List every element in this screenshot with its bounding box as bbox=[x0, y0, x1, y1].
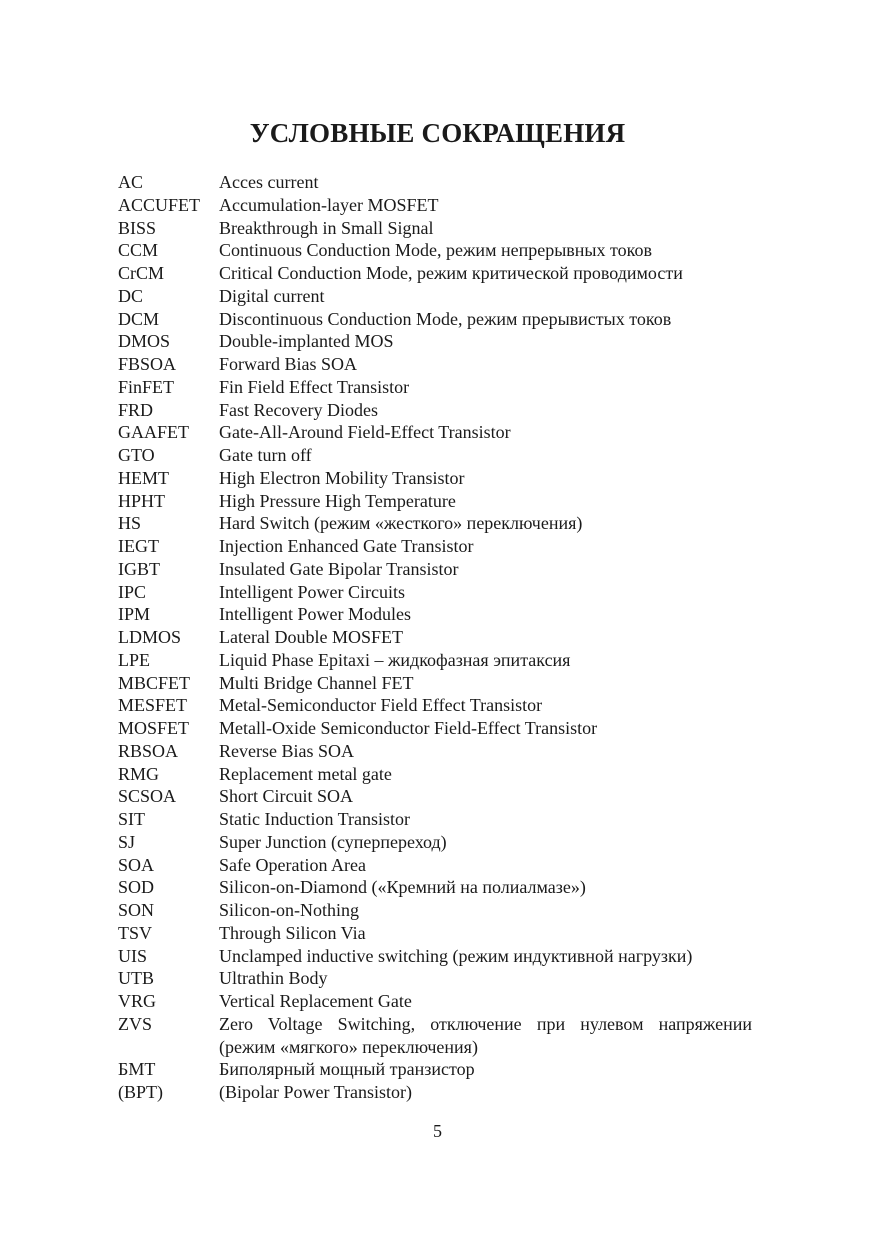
abbreviation-entry bbox=[118, 490, 758, 513]
definition-line: High Electron Mobility Transistor bbox=[219, 467, 465, 488]
definition-line: Acces current bbox=[219, 172, 319, 192]
abbreviation: MESFET bbox=[118, 695, 188, 716]
definition bbox=[219, 899, 752, 922]
definition bbox=[219, 922, 752, 945]
abbreviation-entry bbox=[118, 399, 758, 422]
abbreviation: TSV bbox=[118, 922, 153, 943]
definition-line: Injection Enhanced Gate Transistor bbox=[219, 536, 474, 556]
abbreviation-entry bbox=[118, 626, 758, 649]
abbreviation: GTO bbox=[118, 445, 155, 465]
definition bbox=[219, 740, 752, 763]
abbreviation: FinFET bbox=[118, 376, 175, 397]
definition bbox=[219, 763, 752, 786]
abbreviation: IPM bbox=[118, 604, 151, 625]
abbreviation-entry bbox=[118, 922, 758, 945]
definition-line: Short Circuit SOA bbox=[219, 786, 354, 807]
definition bbox=[219, 785, 752, 808]
definition-line: Reverse Bias SOA bbox=[219, 740, 354, 761]
abbreviation-entry bbox=[118, 308, 758, 331]
definition bbox=[219, 194, 752, 217]
abbreviation-entry bbox=[118, 672, 758, 695]
definition bbox=[219, 376, 752, 399]
definition-line: (Bipolar Power Transistor) bbox=[219, 1082, 412, 1102]
definition-line: Ultrathin Body bbox=[219, 968, 328, 989]
definition-line: Forward Bias SOA bbox=[219, 354, 357, 374]
definition bbox=[219, 262, 752, 285]
definition bbox=[219, 171, 752, 194]
definition-line: Critical Conduction Mode, режим критической проводимости bbox=[219, 263, 683, 283]
definition bbox=[219, 672, 752, 695]
abbreviation: ZVS bbox=[118, 1013, 153, 1034]
definition bbox=[219, 467, 752, 490]
abbreviation: SOA bbox=[118, 854, 155, 875]
abbreviation-entry bbox=[118, 239, 758, 262]
abbreviation-entry bbox=[118, 967, 758, 990]
definition-line: Gate-All-Around Field-Effect Transistor bbox=[219, 422, 511, 443]
definition-line: Silicon-on-Nothing bbox=[219, 900, 359, 920]
definition bbox=[219, 1081, 752, 1104]
definition-line: Vertical Replacement Gate bbox=[219, 991, 412, 1011]
abbreviation: SIT bbox=[118, 809, 145, 829]
abbreviation: LDMOS bbox=[118, 627, 182, 647]
page-number: 5 bbox=[433, 1121, 442, 1141]
definition bbox=[219, 444, 752, 467]
abbreviation: БМТ bbox=[118, 1059, 156, 1080]
definition bbox=[219, 717, 752, 740]
definition-line: Fin Field Effect Transistor bbox=[219, 376, 410, 397]
abbreviation-entry bbox=[118, 649, 758, 672]
definition bbox=[219, 330, 752, 353]
abbreviation-entry bbox=[118, 899, 758, 922]
abbreviation-entry bbox=[118, 785, 758, 808]
abbreviation: UIS bbox=[118, 945, 148, 966]
abbreviation-entry bbox=[118, 330, 758, 353]
definition-line: Silicon-on-Diamond («Кремний на полиалмазе») bbox=[219, 877, 586, 898]
definition-line: (режим «мягкого» переключения) bbox=[219, 1036, 478, 1057]
abbreviation: SJ bbox=[118, 831, 136, 852]
definition-line: Multi Bridge Channel FET bbox=[219, 672, 414, 693]
abbreviation: IPC bbox=[118, 581, 147, 602]
abbreviation-entry bbox=[118, 421, 758, 444]
abbreviation: GAAFET bbox=[118, 422, 189, 443]
definition bbox=[219, 535, 752, 558]
definition bbox=[219, 1058, 752, 1081]
abbreviation: HEMT bbox=[118, 467, 169, 488]
definition-line: Accumulation-layer MOSFET bbox=[219, 194, 439, 215]
abbreviation-entry bbox=[118, 467, 758, 490]
page-title: УСЛОВНЫЕ СОКРАЩЕНИЯ bbox=[249, 118, 626, 148]
abbreviation-list bbox=[118, 171, 758, 1104]
definition bbox=[219, 558, 752, 581]
definition bbox=[219, 945, 752, 968]
definition bbox=[219, 603, 752, 626]
definition-line: Биполярный мощный транзистор bbox=[219, 1059, 475, 1080]
definition-line: Metall-Oxide Semiconductor Field-Effect Transistor bbox=[219, 718, 598, 738]
abbreviation-entry bbox=[118, 558, 758, 581]
definition-line: Discontinuous Conduction Mode, режим прерывистых токов bbox=[219, 308, 672, 329]
definition-line: Insulated Gate Bipolar Transistor bbox=[219, 558, 459, 579]
definition bbox=[219, 808, 752, 831]
abbreviation: DC bbox=[118, 285, 144, 306]
abbreviation-entry bbox=[118, 535, 758, 558]
definition bbox=[219, 694, 752, 717]
abbreviation-entry bbox=[118, 217, 758, 240]
abbreviation-entry bbox=[118, 376, 758, 399]
abbreviation-entry bbox=[118, 353, 758, 376]
abbreviation-entry bbox=[118, 194, 758, 217]
abbreviation-entry bbox=[118, 990, 758, 1013]
abbreviation-entry bbox=[118, 444, 758, 467]
abbreviation: MOSFET bbox=[118, 718, 190, 738]
abbreviation-entry bbox=[118, 603, 758, 626]
definition-line: Zero Voltage Switching, отключение при нулевом напряжении bbox=[219, 1013, 752, 1034]
definition bbox=[219, 285, 752, 308]
definition-line: High Pressure High Temperature bbox=[219, 490, 456, 511]
abbreviation: FBSOA bbox=[118, 354, 177, 374]
abbreviation-entry bbox=[118, 1058, 758, 1081]
abbreviation: (BPT) bbox=[118, 1082, 163, 1102]
definition-line: Hard Switch (режим «жесткого» переключения) bbox=[219, 513, 583, 534]
abbreviation: IGBT bbox=[118, 558, 160, 579]
abbreviation-entry bbox=[118, 717, 758, 740]
abbreviation-entry bbox=[118, 763, 758, 786]
definition bbox=[219, 353, 752, 376]
abbreviation: FRD bbox=[118, 399, 154, 420]
definition bbox=[219, 490, 752, 513]
definition bbox=[219, 967, 752, 990]
abbreviation-entry bbox=[118, 945, 758, 968]
abbreviation-entry bbox=[118, 854, 758, 877]
definition bbox=[219, 876, 752, 899]
abbreviation-entry bbox=[118, 581, 758, 604]
abbreviation-entry bbox=[118, 831, 758, 854]
definition-line: Double-implanted MOS bbox=[219, 331, 394, 352]
definition bbox=[219, 626, 752, 649]
abbreviation-entry bbox=[118, 1081, 758, 1104]
abbreviation: SCSOA bbox=[118, 786, 177, 807]
abbreviation: CrCM bbox=[118, 263, 165, 283]
abbreviation: ACCUFET bbox=[118, 194, 201, 215]
definition bbox=[219, 308, 752, 331]
definition bbox=[219, 990, 752, 1013]
definition-line: Continuous Conduction Mode, режим непрерывных токов bbox=[219, 240, 652, 261]
abbreviation: CCM bbox=[118, 240, 159, 261]
abbreviation: HS bbox=[118, 513, 142, 534]
abbreviation-entry bbox=[118, 808, 758, 831]
abbreviation: LPE bbox=[118, 649, 151, 670]
abbreviation: HPHT bbox=[118, 490, 166, 511]
abbreviation-entry bbox=[118, 876, 758, 899]
definition-line: Static Induction Transistor bbox=[219, 809, 411, 829]
definition bbox=[219, 421, 752, 444]
abbreviation-entry bbox=[118, 694, 758, 717]
abbreviation-entry bbox=[118, 171, 758, 194]
definition-line: Through Silicon Via bbox=[219, 922, 366, 943]
definition bbox=[219, 649, 752, 672]
definition-line: Liquid Phase Epitaxi – жидкофазная эпитаксия bbox=[219, 649, 571, 670]
abbreviation: DCM bbox=[118, 308, 160, 329]
definition-line: Intelligent Power Modules bbox=[219, 604, 411, 625]
definition-line: Unclamped inductive switching (режим индуктивной нагрузки) bbox=[219, 945, 693, 966]
definition-line: Intelligent Power Circuits bbox=[219, 581, 405, 602]
definition-line: Safe Operation Area bbox=[219, 854, 366, 875]
definition bbox=[219, 854, 752, 877]
abbreviation-entry bbox=[118, 740, 758, 763]
definition-line: Super Junction (суперпереход) bbox=[219, 831, 447, 852]
definition bbox=[219, 512, 752, 535]
definition bbox=[219, 239, 752, 262]
abbreviation-entry bbox=[118, 285, 758, 308]
abbreviation-entry bbox=[118, 262, 758, 285]
abbreviation: RBSOA bbox=[118, 740, 179, 761]
definition-line: Breakthrough in Small Signal bbox=[219, 217, 434, 238]
definition-line: Replacement metal gate bbox=[219, 763, 392, 784]
abbreviation: UTB bbox=[118, 968, 154, 989]
abbreviation: SOD bbox=[118, 877, 155, 898]
definition bbox=[219, 831, 752, 854]
abbreviation: VRG bbox=[118, 991, 157, 1011]
definition-line: Metal-Semiconductor Field Effect Transistor bbox=[219, 695, 543, 716]
abbreviation: DMOS bbox=[118, 331, 171, 352]
definition bbox=[219, 1013, 752, 1059]
definition bbox=[219, 399, 752, 422]
definition-line: Digital current bbox=[219, 285, 325, 306]
abbreviation: IEGT bbox=[118, 536, 159, 556]
definition bbox=[219, 581, 752, 604]
abbreviation: RMG bbox=[118, 763, 160, 784]
abbreviation: AC bbox=[118, 172, 144, 192]
definition-line: Lateral Double MOSFET bbox=[219, 627, 403, 647]
abbreviation-entry bbox=[118, 1013, 758, 1059]
abbreviation: MBCFET bbox=[118, 672, 191, 693]
abbreviation: BISS bbox=[118, 217, 157, 238]
abbreviation-entry bbox=[118, 512, 758, 535]
definition-line: Gate turn off bbox=[219, 445, 312, 465]
definition-line: Fast Recovery Diodes bbox=[219, 399, 378, 420]
definition bbox=[219, 217, 752, 240]
abbreviation: SON bbox=[118, 900, 155, 920]
